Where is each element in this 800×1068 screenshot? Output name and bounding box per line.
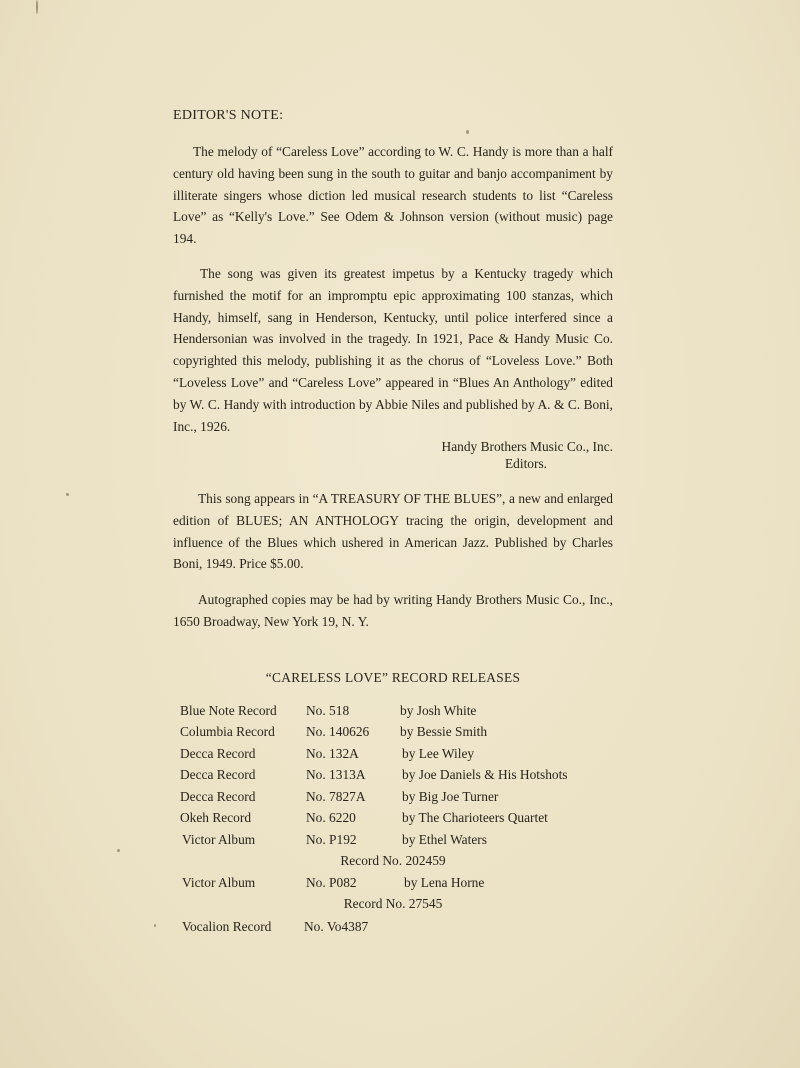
paragraph-autographed-copies: Autographed copies may be had by writing Handy Brothers Music Co., Inc., 1650 Broadway, New York 19, N. Y. [173, 592, 613, 629]
paper-mark [66, 493, 69, 496]
release-label: Decca Record [180, 767, 256, 782]
release-number: No. 132A [306, 746, 359, 761]
release-label: Blue Note Record [180, 703, 277, 718]
release-number: No. P192 [306, 832, 357, 847]
release-sub-record: Record No. 202459 [340, 853, 446, 868]
release-sub-record: Record No. 27545 [343, 896, 443, 911]
release-label: Columbia Record [180, 724, 275, 739]
release-number: No. Vo4387 [304, 919, 369, 934]
signature-editors: Editors. [504, 456, 547, 471]
release-label: Decca Record [180, 789, 256, 804]
release-label: Victor Album [182, 832, 256, 847]
release-artist: by Lena Horne [404, 875, 485, 890]
signature-company: Handy Brothers Music Co., Inc. [441, 439, 613, 454]
release-artist: by The Charioteers Quartet [402, 810, 548, 825]
record-releases-title: “CARELESS LOVE” RECORD RELEASES [265, 670, 521, 685]
paper-mark [154, 924, 156, 927]
paper-mark [36, 0, 38, 14]
paper-mark [117, 849, 120, 852]
editor-signature [420, 438, 613, 472]
release-label: Vocalion Record [182, 919, 272, 934]
release-artist: by Lee Wiley [402, 746, 475, 761]
release-label: Okeh Record [180, 810, 252, 825]
paper-mark [466, 130, 469, 134]
release-artist: by Big Joe Turner [402, 789, 499, 804]
release-number: No. 518 [306, 703, 350, 718]
release-number: No. P082 [306, 875, 357, 890]
paragraph-melody-history: The melody of “Careless Love” according to W. C. Handy is more than a half century old having been sung in the south to guitar and banjo accompaniment by illiterate singers whose diction led musical research students to list “Careless Love” as “Kelly's Love.” See Odem & Johnson version (without music) page 194. [173, 144, 613, 247]
release-number: No. 7827A [306, 789, 366, 804]
release-label: Victor Album [182, 875, 256, 890]
release-label: Decca Record [180, 746, 256, 761]
release-number: No. 6220 [306, 810, 356, 825]
release-artist: by Bessie Smith [400, 724, 488, 739]
release-artist: by Ethel Waters [402, 832, 487, 847]
release-number: No. 140626 [306, 724, 370, 739]
release-artist: by Joe Daniels & His Hotshots [402, 767, 568, 782]
paragraph-kentucky-tragedy: The song was given its greatest impetus by a Kentucky tragedy which furnished the motif for an impromptu epic approximating 100 stanzas, which Handy, himself, sang in Henderson, Kentucky, until police interfered since a Hendersonian was involved in the tragedy. In 1921, Pace & Handy Music Co. copyrighted this melody, publishing it as the chorus of “Loveless Love.” Both “Loveless Love” and “Careless Love” appeared in “Blues An Anthology” edited by W. C. Handy with introduction by Abbie Niles and published by A. & C. Boni, Inc., 1926. [173, 266, 613, 434]
release-number: No. 1313A [306, 767, 366, 782]
paragraph-treasury-of-blues: This song appears in “A TREASURY OF THE BLUES”, a new and enlarged edition of BLUES; AN ANTHOLOGY tracing the origin, development and influence of the Blues which ushered in American Jazz. Published by Charles Boni, 1949. Price $5.00. [173, 491, 613, 572]
editors-note-heading: EDITOR'S NOTE: [173, 108, 284, 123]
release-artist: by Josh White [400, 703, 477, 718]
